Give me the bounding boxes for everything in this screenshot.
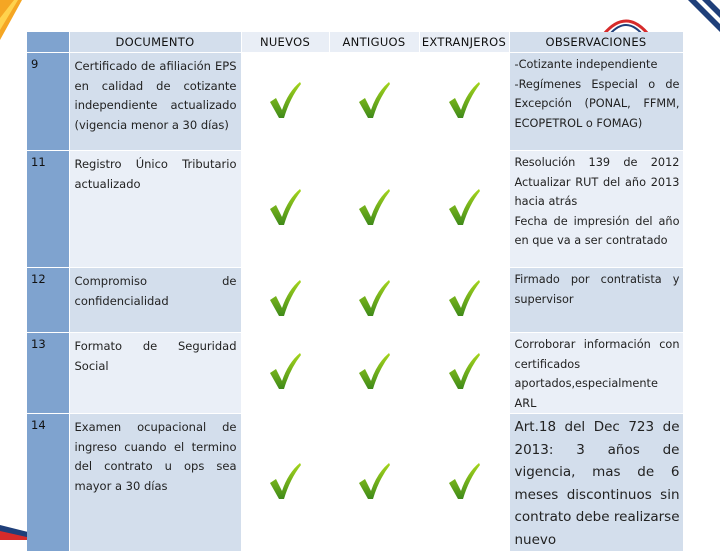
checkmark-icon <box>357 278 391 318</box>
table-row <box>27 268 683 333</box>
row-observations <box>509 151 683 268</box>
observation-line: Resolución 139 de 2012 Actualizar RUT del año 2013 hacia atrás <box>515 153 680 212</box>
table-row <box>27 53 683 151</box>
row-observations <box>509 333 683 414</box>
row-document: Certificado de afiliación EPS en calidad de cotizante independiente actualizado (vigencia menor a 30 días) <box>69 53 241 151</box>
observation-line: -Cotizante independiente <box>515 55 680 75</box>
row-number: 11 <box>27 151 69 268</box>
checkmark-icon <box>447 278 481 318</box>
checkmark-icon <box>447 351 481 391</box>
observation-line: Art.18 del Dec 723 de 2013: 3 años de vigencia, mas de 6 meses discontinuos sin contrato debe realizarse nuevo <box>515 416 680 551</box>
check-cell-extranjeros <box>419 414 509 551</box>
check-cell-extranjeros <box>419 268 509 333</box>
check-cell-antiguos <box>329 53 419 151</box>
checkmark-icon <box>357 187 391 227</box>
row-document: Compromiso de confidencialidad <box>69 268 241 333</box>
check-cell-nuevos <box>241 333 329 414</box>
table-row <box>27 151 683 268</box>
check-cell-extranjeros <box>419 53 509 151</box>
check-cell-extranjeros <box>419 333 509 414</box>
observation-line: Corroborar información con certificados aportados,especialmente ARL <box>515 335 680 413</box>
slide-corner-decoration <box>0 0 30 60</box>
row-document: Examen ocupacional de ingreso cuando el termino del contrato u ops sea mayor a 30 días <box>69 414 241 551</box>
check-cell-nuevos <box>241 268 329 333</box>
header-observaciones: OBSERVACIONES <box>509 32 683 53</box>
check-cell-nuevos <box>241 53 329 151</box>
checkmark-icon <box>268 351 302 391</box>
observation-line: Firmado por contratista y supervisor <box>515 270 680 309</box>
observation-line: -Regímenes Especial o de Excepción (PONAL, FFMM, ECOPETROL o FOMAG) <box>515 75 680 134</box>
checkmark-icon <box>268 187 302 227</box>
header-extranjeros: EXTRANJEROS <box>419 32 509 53</box>
checkmark-icon <box>268 80 302 120</box>
checkmark-icon <box>447 80 481 120</box>
checkmark-icon <box>357 461 391 501</box>
check-cell-extranjeros <box>419 151 509 268</box>
row-observations <box>509 268 683 333</box>
header-nuevos: NUEVOS <box>241 32 329 53</box>
check-cell-antiguos <box>329 333 419 414</box>
table-header-row <box>27 32 683 53</box>
checkmark-icon <box>357 351 391 391</box>
checkmark-icon <box>447 187 481 227</box>
checkmark-icon <box>268 461 302 501</box>
check-cell-nuevos <box>241 414 329 551</box>
checkmark-icon <box>268 278 302 318</box>
row-number: 14 <box>27 414 69 551</box>
row-document: Registro Único Tributario actualizado <box>69 151 241 268</box>
row-number: 13 <box>27 333 69 414</box>
observation-line: Fecha de impresión del año en que va a ser contratado <box>515 212 680 251</box>
check-cell-antiguos <box>329 151 419 268</box>
row-observations <box>509 414 683 551</box>
header-number <box>27 32 69 53</box>
slide-corner-stripes <box>680 0 720 40</box>
row-document: Formato de Seguridad Social <box>69 333 241 414</box>
row-number: 9 <box>27 53 69 151</box>
row-observations <box>509 53 683 151</box>
header-antiguos: ANTIGUOS <box>329 32 419 53</box>
checkmark-icon <box>357 80 391 120</box>
row-number: 12 <box>27 268 69 333</box>
header-documento: DOCUMENTO <box>69 32 241 53</box>
check-cell-nuevos <box>241 151 329 268</box>
requirements-table <box>27 32 684 551</box>
table-row <box>27 333 683 414</box>
check-cell-antiguos <box>329 268 419 333</box>
checkmark-icon <box>447 461 481 501</box>
check-cell-antiguos <box>329 414 419 551</box>
table-row <box>27 414 683 551</box>
